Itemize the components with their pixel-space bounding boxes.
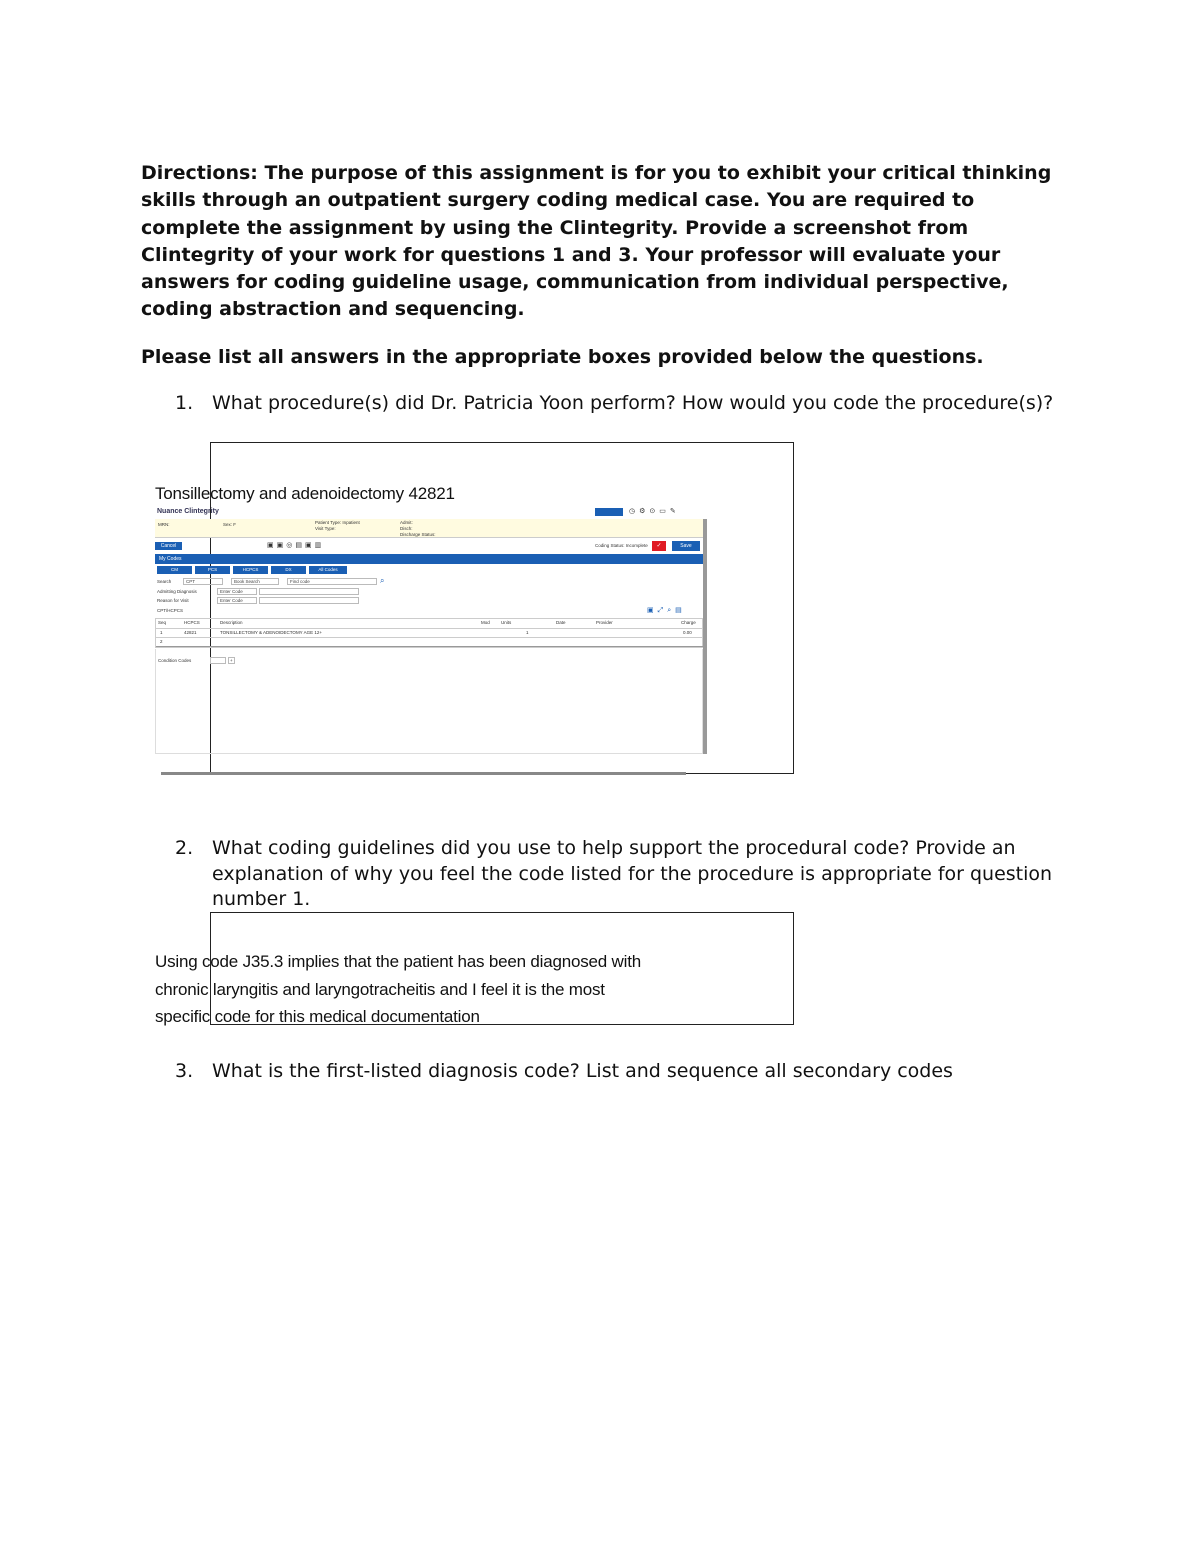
column-header: Description [220, 620, 243, 625]
condition-select[interactable] [210, 657, 226, 664]
header-field: Patient Type: Inpatient [315, 520, 360, 525]
tab-cm[interactable]: CM [157, 566, 192, 574]
directions-paragraph: Directions: The purpose of this assignment is for you to exhibit your critical thinking skills through an outpatient surgery coding medical case. You are required to complete the assignment by using the Clintegrity. Provide a screenshot from Clintegrity of your work for questions 1 and 3. Your professor will evaluate your answers for coding guideline usage, communication from individual perspective, coding abstraction and sequencing. [141, 162, 1052, 321]
answer-line: chronic laryngitis and laryngotracheitis and I feel it is the most [155, 979, 605, 999]
condition-codes-label: Condition Codes [158, 658, 192, 663]
answer-2-text [155, 948, 775, 1031]
horizontal-scrollbar[interactable] [161, 772, 686, 775]
question-text: What is the first-listed diagnosis code? List and sequence all secondary codes [212, 1060, 953, 1082]
app-title-bar [155, 507, 705, 518]
header-field: MRN: [158, 522, 170, 527]
column-header: Date [556, 620, 566, 625]
refer-label: Reason for Visit [157, 598, 189, 603]
column-header: Units [501, 620, 512, 625]
coding-status: Coding Status: Incomplete [595, 543, 648, 548]
find-code-input[interactable]: Find code [287, 578, 377, 585]
refer-input[interactable]: Enter Code [217, 588, 257, 595]
patient-header [155, 519, 703, 538]
search-icon[interactable]: ⌕ [380, 576, 385, 585]
book-select[interactable]: Book Search [231, 578, 279, 585]
answer-line: Using code J35.3 implies that the patient has been diagnosed with [155, 952, 641, 971]
table-tool-icons[interactable]: ▣⤢⌕▤ [647, 607, 686, 614]
table-cell: 1 [160, 630, 163, 635]
procedure-table [155, 618, 703, 648]
header-field: Visit Type: [315, 526, 336, 531]
search-select[interactable]: CPT [183, 578, 223, 585]
column-header: HCPCS [184, 620, 200, 625]
row-divider [156, 628, 704, 629]
header-field: Admit: [400, 520, 413, 525]
column-header: Mod [481, 620, 490, 625]
answer-line: specific code for this medical documentation [155, 1007, 480, 1026]
header-field: Sex: F [223, 522, 237, 527]
tab-all-codes[interactable]: All Codes [309, 566, 347, 574]
column-header: Seq [158, 620, 167, 625]
tab-pcs[interactable]: PCS [195, 566, 230, 574]
tab-hcpcs[interactable]: HCPCS [233, 566, 268, 574]
row-divider [156, 646, 704, 647]
question-number: 2. [175, 837, 194, 859]
cancel-button[interactable]: Cancel [155, 542, 182, 550]
refer-input[interactable]: Enter Code [217, 597, 257, 604]
header-field: Discharge Status: [400, 532, 436, 537]
table-cell: 0.00 [683, 630, 692, 635]
column-header: Provider [596, 620, 613, 625]
lower-pane [155, 649, 703, 754]
question-text: What coding guidelines did you use to help support the procedural code? Provide an explanation of why you feel the code listed for the procedure is appropriate for question number 1. [212, 837, 1053, 910]
question-text: What procedure(s) did Dr. Patricia Yoon perform? How would you code the procedure(s)? [212, 392, 1054, 414]
refer-desc-input[interactable] [259, 597, 359, 604]
tab-dx[interactable]: DX [271, 566, 306, 574]
table-cell: TONSILLECTOMY & ADENOIDECTOMY AGE 12+ [220, 630, 322, 635]
header-field: Disch: [400, 526, 413, 531]
my-codes-header: My Codes [155, 554, 703, 564]
question-number: 1. [175, 392, 194, 414]
column-header: Charge [681, 620, 696, 625]
search-label: Search [157, 579, 172, 584]
row-divider [156, 637, 704, 638]
edit-toolbar-icons[interactable]: ▣▣◎▤▣▥ [267, 542, 325, 549]
clintegrity-screenshot [155, 507, 710, 777]
table-cell: 2 [160, 639, 163, 644]
action-bar [155, 541, 703, 552]
app-logo: Nuance Clintegrity [157, 508, 219, 515]
answer-1-text: Tonsillectomy and adenoidectomy 42821 [155, 484, 455, 503]
refer-label: Admitting Diagnosis [157, 589, 197, 594]
refer-desc-input[interactable] [259, 588, 359, 595]
code-tabs [155, 566, 703, 574]
question-number: 3. [175, 1060, 194, 1082]
save-button[interactable]: Save [672, 541, 700, 551]
app-top-button[interactable] [595, 508, 623, 516]
vertical-scrollbar[interactable] [703, 519, 707, 754]
add-condition-icon[interactable]: + [228, 657, 235, 664]
table-cell[interactable]: 42821 [184, 630, 197, 635]
error-flag-icon[interactable]: ✓ [652, 541, 666, 551]
cpt-label: CPT/HCPCS [157, 608, 184, 613]
table-cell: 1 [526, 630, 529, 635]
toolbar-icons: ◷⚙⊙▭✎ [629, 508, 680, 515]
instruction-text: Please list all answers in the appropriate boxes provided below the questions. [141, 346, 984, 368]
